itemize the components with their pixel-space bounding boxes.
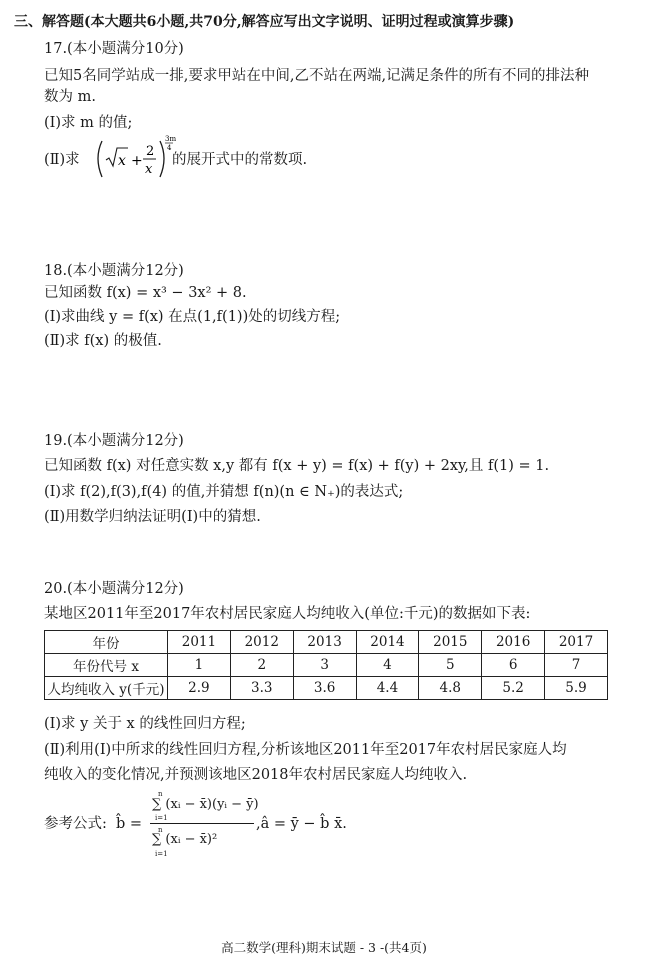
formula-den-sum-upper: n xyxy=(158,826,163,834)
code-cell: 7 xyxy=(545,654,608,677)
code-cell: 6 xyxy=(482,654,545,677)
income-cell: 5.2 xyxy=(482,677,545,700)
q17-frac-den: x xyxy=(145,162,153,177)
row-label-income: 人均纯收入 y(千元) xyxy=(45,677,168,700)
income-cell: 3.3 xyxy=(230,677,293,700)
q19-part2: (Ⅱ)用数学归纳法证明(Ⅰ)中的猜想. xyxy=(44,509,261,525)
q18-part1: (Ⅰ)求曲线 y = f(x) 在点(1,f(1))处的切线方程; xyxy=(44,309,341,325)
q17-stem-line1: 已知5名同学站成一排,要求甲站在中间,乙不站在两端,记满足条件的所有不同的排法种 xyxy=(44,68,590,84)
formula-num-sum-upper: n xyxy=(158,790,163,798)
q17-stem-line2: 数为 m. xyxy=(44,89,96,105)
q19-header: 19.(本小题满分12分) xyxy=(44,433,184,449)
q17-exp-den: 4 xyxy=(167,144,172,152)
q20-part2-line2: 纯收入的变化情况,并预测该地区2018年农村居民家庭人均纯收入. xyxy=(44,767,468,783)
year-cell: 2012 xyxy=(230,631,293,654)
year-cell: 2015 xyxy=(419,631,482,654)
q17-exp-num: 3m xyxy=(165,135,177,143)
income-cell: 4.8 xyxy=(419,677,482,700)
q17-part2-suffix: 的展开式中的常数项. xyxy=(172,152,308,168)
income-cell: 2.9 xyxy=(168,677,231,700)
q20-stem: 某地区2011年至2017年农村居民家庭人均纯收入(单位:千元)的数据如下表: xyxy=(44,606,531,622)
code-cell: 4 xyxy=(356,654,419,677)
q17-plus: + xyxy=(131,153,143,169)
income-cell: 3.6 xyxy=(293,677,356,700)
table-row-codes xyxy=(45,654,608,677)
formula-den-sum-lower: i=1 xyxy=(155,850,168,858)
table-row-years xyxy=(45,631,608,654)
q20-part1: (Ⅰ)求 y 关于 x 的线性回归方程; xyxy=(44,716,246,732)
formula-b-hat: b̂ = xyxy=(116,816,143,832)
section-title: 三、解答题(本大题共6小题,共70分,解答应写出文字说明、证明过程或演算步骤) xyxy=(14,14,515,30)
q17-binomial-expression xyxy=(94,133,177,183)
formula-a-hat: ,â = ȳ − b̂ x̄. xyxy=(256,816,347,832)
income-cell: 5.9 xyxy=(545,677,608,700)
year-cell: 2014 xyxy=(356,631,419,654)
income-cell: 4.4 xyxy=(356,677,419,700)
q18-part2: (Ⅱ)求 f(x) 的极值. xyxy=(44,333,162,349)
q20-part2-line1: (Ⅱ)利用(Ⅰ)中所求的线性回归方程,分析该地区2011年至2017年农村居民家庭人均 xyxy=(44,742,567,758)
q17-frac-num: 2 xyxy=(146,144,155,159)
q18-stem: 已知函数 f(x) = x³ − 3x² + 8. xyxy=(44,285,247,301)
code-cell: 3 xyxy=(293,654,356,677)
row-label-code: 年份代号 x xyxy=(45,654,168,677)
year-cell: 2017 xyxy=(545,631,608,654)
q19-stem: 已知函数 f(x) 对任意实数 x,y 都有 f(x + y) = f(x) + f(y) + 2xy,且 f(1) = 1. xyxy=(44,458,550,474)
formula-num-sum-lower: i=1 xyxy=(155,814,168,822)
q17-part1: (Ⅰ)求 m 的值; xyxy=(44,115,133,131)
formula-fraction-bar xyxy=(150,823,254,824)
code-cell: 1 xyxy=(168,654,231,677)
formula-denominator: ∑ (xᵢ − x̄)² xyxy=(152,832,218,847)
income-data-table xyxy=(44,630,608,700)
formula-label: 参考公式: xyxy=(44,816,107,832)
formula-numerator: ∑ (xᵢ − x̄)(yᵢ − ȳ) xyxy=(152,797,259,812)
q18-header: 18.(本小题满分12分) xyxy=(44,263,184,279)
code-cell: 5 xyxy=(419,654,482,677)
year-cell: 2013 xyxy=(293,631,356,654)
q19-part1: (Ⅰ)求 f(2),f(3),f(4) 的值,并猜想 f(n)(n ∈ N₊)的表达式; xyxy=(44,484,404,500)
code-cell: 2 xyxy=(230,654,293,677)
row-label-year: 年份 xyxy=(45,631,168,654)
table-row-income xyxy=(45,677,608,700)
year-cell: 2011 xyxy=(168,631,231,654)
q17-header: 17.(本小题满分10分) xyxy=(44,41,184,57)
year-cell: 2016 xyxy=(482,631,545,654)
q17-part2-prefix: (Ⅱ)求 xyxy=(44,152,80,168)
q20-header: 20.(本小题满分12分) xyxy=(44,581,184,597)
page-footer: 高二数学(理科)期末试题 - 3 -(共4页) xyxy=(221,940,427,955)
q17-sqrt-var: x xyxy=(118,153,126,169)
